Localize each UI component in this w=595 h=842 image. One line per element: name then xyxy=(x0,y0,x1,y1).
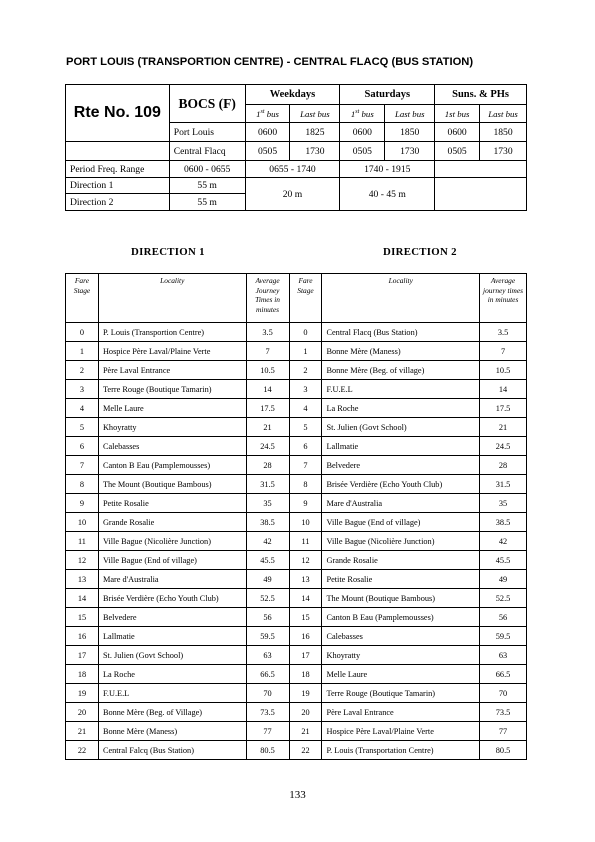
locality-cell: F.U.E.L xyxy=(322,380,480,399)
fare-stage-cell: 18 xyxy=(66,665,99,684)
empty-cell xyxy=(435,161,527,178)
locality-cell: Père Laval Entrance xyxy=(322,703,480,722)
fare-stage-cell: 22 xyxy=(66,741,99,760)
journey-time-cell: 59.5 xyxy=(246,627,289,646)
journey-time-cell: 21 xyxy=(246,418,289,437)
locality-cell: Hospice Père Laval/Plaine Verte xyxy=(322,722,480,741)
empty-cell xyxy=(435,178,527,211)
table-row xyxy=(66,418,527,437)
locality-cell: Khoyratty xyxy=(98,418,246,437)
fare-stage-body xyxy=(66,323,527,760)
journey-time-cell: 10.5 xyxy=(480,361,527,380)
journey-time-cell: 21 xyxy=(480,418,527,437)
table-row xyxy=(66,684,527,703)
locality-header: Locality xyxy=(98,274,246,323)
time-cell: 1825 xyxy=(290,123,340,142)
time-cell: 1850 xyxy=(385,123,435,142)
table-row xyxy=(66,646,527,665)
table-row xyxy=(66,570,527,589)
locality-cell: Canton B Eau (Pamplemousses) xyxy=(98,456,246,475)
table-row xyxy=(66,608,527,627)
fare-stage-cell: 8 xyxy=(66,475,99,494)
journey-time-cell: 31.5 xyxy=(480,475,527,494)
table-row xyxy=(66,323,527,342)
locality-cell: Melle Laure xyxy=(322,665,480,684)
journey-time-cell: 63 xyxy=(246,646,289,665)
fare-stage-cell: 3 xyxy=(289,380,322,399)
journey-time-cell: 24.5 xyxy=(246,437,289,456)
journey-time-cell: 49 xyxy=(246,570,289,589)
freq-mid: 20 m xyxy=(245,178,340,211)
page-title: PORT LOUIS (TRANSPORTION CENTRE) - CENTRAL FLACQ (BUS STATION) xyxy=(66,56,474,68)
last-bus-header: Last bus xyxy=(290,105,340,123)
fare-stage-cell: 7 xyxy=(66,456,99,475)
time-cell: 1730 xyxy=(480,142,527,161)
direction-freq: 55 m xyxy=(169,194,245,211)
fare-stage-header: Fare Stage xyxy=(289,274,322,323)
first-bus-header: 1st bus xyxy=(340,105,385,123)
freq-late: 40 - 45 m xyxy=(340,178,435,211)
fare-stage-cell: 16 xyxy=(66,627,99,646)
journey-time-cell: 80.5 xyxy=(246,741,289,760)
fare-stage-cell: 10 xyxy=(289,513,322,532)
journey-time-cell: 66.5 xyxy=(246,665,289,684)
fare-stage-cell: 7 xyxy=(289,456,322,475)
locality-cell: Grande Rosalie xyxy=(322,551,480,570)
table-row xyxy=(66,703,527,722)
locality-cell: Central Falcq (Bus Station) xyxy=(98,741,246,760)
time-cell: 0505 xyxy=(245,142,290,161)
table-row xyxy=(66,494,527,513)
table-row xyxy=(66,437,527,456)
journey-time-cell: 70 xyxy=(246,684,289,703)
fare-stage-cell: 19 xyxy=(289,684,322,703)
fare-stage-cell: 0 xyxy=(289,323,322,342)
fare-stage-cell: 5 xyxy=(66,418,99,437)
fare-stage-cell: 1 xyxy=(66,342,99,361)
time-cell: 0600 xyxy=(340,123,385,142)
journey-time-cell: 7 xyxy=(246,342,289,361)
journey-time-cell: 49 xyxy=(480,570,527,589)
journey-time-cell: 3.5 xyxy=(480,323,527,342)
fare-stage-header: Fare Stage xyxy=(66,274,99,323)
locality-cell: Petite Rosalie xyxy=(98,494,246,513)
group-saturdays: Saturdays xyxy=(340,85,435,105)
locality-header: Locality xyxy=(322,274,480,323)
journey-time-header: Average Journey Times in minutes xyxy=(246,274,289,323)
direction-label: Direction 2 xyxy=(66,194,170,211)
table-row xyxy=(66,551,527,570)
fare-stage-cell: 4 xyxy=(289,399,322,418)
journey-time-cell: 7 xyxy=(480,342,527,361)
fare-stage-cell: 20 xyxy=(289,703,322,722)
journey-time-cell: 10.5 xyxy=(246,361,289,380)
locality-cell: Calebasses xyxy=(322,627,480,646)
locality-cell: Lallmatie xyxy=(322,437,480,456)
locality-cell: Mare d'Australia xyxy=(322,494,480,513)
locality-cell: Ville Bague (End of village) xyxy=(98,551,246,570)
fare-stage-cell: 8 xyxy=(289,475,322,494)
fare-stage-cell: 16 xyxy=(289,627,322,646)
journey-time-cell: 17.5 xyxy=(246,399,289,418)
locality-cell: Lallmatie xyxy=(98,627,246,646)
journey-time-cell: 56 xyxy=(480,608,527,627)
fare-stage-cell: 11 xyxy=(66,532,99,551)
empty-cell xyxy=(66,142,170,161)
table-row xyxy=(66,361,527,380)
locality-cell: Mare d'Australia xyxy=(98,570,246,589)
time-cell: 0600 xyxy=(245,123,290,142)
fare-stage-cell: 0 xyxy=(66,323,99,342)
fare-stage-table xyxy=(65,273,527,760)
locality-cell: Ville Bague (End of village) xyxy=(322,513,480,532)
fare-stage-cell: 12 xyxy=(289,551,322,570)
fare-stage-cell: 2 xyxy=(289,361,322,380)
time-cell: 0600 xyxy=(435,123,480,142)
fare-stage-cell: 12 xyxy=(66,551,99,570)
journey-time-cell: 80.5 xyxy=(480,741,527,760)
locality-cell: La Roche xyxy=(322,399,480,418)
locality-cell: Bonne Mère (Maness) xyxy=(322,342,480,361)
first-bus-header: 1st bus xyxy=(435,105,480,123)
route-summary-table xyxy=(65,84,527,211)
origin-place: Port Louis xyxy=(169,123,245,142)
fare-stage-cell: 17 xyxy=(66,646,99,665)
journey-time-cell: 77 xyxy=(480,722,527,741)
time-cell: 0505 xyxy=(340,142,385,161)
locality-cell: Central Flacq (Bus Station) xyxy=(322,323,480,342)
journey-time-cell: 52.5 xyxy=(480,589,527,608)
fare-stage-cell: 17 xyxy=(289,646,322,665)
time-cell: 1850 xyxy=(480,123,527,142)
journey-time-cell: 35 xyxy=(480,494,527,513)
fare-stage-cell: 14 xyxy=(289,589,322,608)
table-row xyxy=(66,589,527,608)
fare-stage-cell: 3 xyxy=(66,380,99,399)
locality-cell: Petite Rosalie xyxy=(322,570,480,589)
table-row xyxy=(66,741,527,760)
journey-time-cell: 66.5 xyxy=(480,665,527,684)
period-label: Period Freq. Range xyxy=(66,161,170,178)
fare-stage-cell: 21 xyxy=(66,722,99,741)
fare-stage-cell: 6 xyxy=(66,437,99,456)
locality-cell: Belvedere xyxy=(98,608,246,627)
fare-stage-cell: 9 xyxy=(66,494,99,513)
locality-cell: Calebasses xyxy=(98,437,246,456)
locality-cell: Grande Rosalie xyxy=(98,513,246,532)
period-range: 0600 - 0655 xyxy=(169,161,245,178)
locality-cell: Terre Rouge (Boutique Tamarin) xyxy=(98,380,246,399)
locality-cell: Brisée Verdière (Echo Youth Club) xyxy=(98,589,246,608)
fare-stage-cell: 14 xyxy=(66,589,99,608)
group-weekdays: Weekdays xyxy=(245,85,340,105)
journey-time-cell: 59.5 xyxy=(480,627,527,646)
fare-stage-cell: 1 xyxy=(289,342,322,361)
locality-cell: Khoyratty xyxy=(322,646,480,665)
journey-time-cell: 73.5 xyxy=(480,703,527,722)
time-cell: 1730 xyxy=(385,142,435,161)
journey-time-cell: 63 xyxy=(480,646,527,665)
journey-time-cell: 42 xyxy=(480,532,527,551)
fare-stage-cell: 15 xyxy=(66,608,99,627)
fare-stage-cell: 20 xyxy=(66,703,99,722)
journey-time-cell: 14 xyxy=(246,380,289,399)
last-bus-header: Last bus xyxy=(480,105,527,123)
locality-cell: P. Louis (Transportation Centre) xyxy=(322,741,480,760)
table-row xyxy=(66,665,527,684)
table-row xyxy=(66,342,527,361)
locality-cell: Brisée Verdière (Echo Youth Club) xyxy=(322,475,480,494)
operator-name: BOCS (F) xyxy=(169,85,245,123)
journey-time-cell: 3.5 xyxy=(246,323,289,342)
direction-1-title: DIRECTION 1 xyxy=(131,246,205,258)
fare-stage-cell: 9 xyxy=(289,494,322,513)
locality-cell: Ville Bague (Nicolière Junction) xyxy=(98,532,246,551)
fare-stage-cell: 22 xyxy=(289,741,322,760)
locality-cell: F.U.E.L xyxy=(98,684,246,703)
table-row xyxy=(66,475,527,494)
table-row xyxy=(66,513,527,532)
journey-time-cell: 73.5 xyxy=(246,703,289,722)
locality-cell: Belvedere xyxy=(322,456,480,475)
fare-stage-cell: 2 xyxy=(66,361,99,380)
journey-time-cell: 38.5 xyxy=(480,513,527,532)
fare-stage-cell: 13 xyxy=(289,570,322,589)
page-number: 133 xyxy=(289,789,306,801)
journey-time-cell: 17.5 xyxy=(480,399,527,418)
journey-time-cell: 45.5 xyxy=(246,551,289,570)
locality-cell: Terre Rouge (Boutique Tamarin) xyxy=(322,684,480,703)
fare-stage-cell: 10 xyxy=(66,513,99,532)
direction-2-title: DIRECTION 2 xyxy=(383,246,457,258)
period-range: 1740 - 1915 xyxy=(340,161,435,178)
fare-stage-cell: 6 xyxy=(289,437,322,456)
fare-stage-cell: 18 xyxy=(289,665,322,684)
fare-stage-cell: 5 xyxy=(289,418,322,437)
table-row xyxy=(66,380,527,399)
fare-stage-cell: 11 xyxy=(289,532,322,551)
locality-cell: St. Julien (Govt School) xyxy=(322,418,480,437)
locality-cell: The Mount (Boutique Bambous) xyxy=(98,475,246,494)
origin-place: Central Flacq xyxy=(169,142,245,161)
table-row xyxy=(66,399,527,418)
locality-cell: Bonne Mère (Beg. of village) xyxy=(322,361,480,380)
locality-cell: Canton B Eau (Pamplemousses) xyxy=(322,608,480,627)
period-range: 0655 - 1740 xyxy=(245,161,340,178)
journey-time-cell: 28 xyxy=(246,456,289,475)
fare-stage-cell: 13 xyxy=(66,570,99,589)
locality-cell: Hospice Père Laval/Plaine Verte xyxy=(98,342,246,361)
locality-cell: La Roche xyxy=(98,665,246,684)
fare-stage-cell: 21 xyxy=(289,722,322,741)
locality-cell: Père Laval Entrance xyxy=(98,361,246,380)
fare-stage-cell: 15 xyxy=(289,608,322,627)
journey-time-cell: 52.5 xyxy=(246,589,289,608)
journey-time-cell: 42 xyxy=(246,532,289,551)
locality-cell: Bonne Mère (Beg. of Village) xyxy=(98,703,246,722)
locality-cell: Melle Laure xyxy=(98,399,246,418)
table-row xyxy=(66,722,527,741)
table-row xyxy=(66,627,527,646)
journey-time-cell: 77 xyxy=(246,722,289,741)
fare-stage-cell: 19 xyxy=(66,684,99,703)
group-sundays: Suns. & PHs xyxy=(435,85,527,105)
locality-cell: P. Louis (Transportion Centre) xyxy=(98,323,246,342)
locality-cell: St. Julien (Govt School) xyxy=(98,646,246,665)
journey-time-cell: 14 xyxy=(480,380,527,399)
fare-stage-cell: 4 xyxy=(66,399,99,418)
time-cell: 0505 xyxy=(435,142,480,161)
journey-time-header: Average journey times in minutes xyxy=(480,274,527,323)
direction-label: Direction 1 xyxy=(66,178,170,194)
journey-time-cell: 70 xyxy=(480,684,527,703)
locality-cell: Bonne Mère (Maness) xyxy=(98,722,246,741)
journey-time-cell: 28 xyxy=(480,456,527,475)
journey-time-cell: 35 xyxy=(246,494,289,513)
first-bus-header: 1st bus xyxy=(245,105,290,123)
table-row xyxy=(66,456,527,475)
last-bus-header: Last bus xyxy=(385,105,435,123)
route-number: Rte No. 109 xyxy=(66,85,170,142)
journey-time-cell: 45.5 xyxy=(480,551,527,570)
direction-freq: 55 m xyxy=(169,178,245,194)
journey-time-cell: 24.5 xyxy=(480,437,527,456)
table-row xyxy=(66,532,527,551)
journey-time-cell: 56 xyxy=(246,608,289,627)
time-cell: 1730 xyxy=(290,142,340,161)
journey-time-cell: 38.5 xyxy=(246,513,289,532)
locality-cell: The Mount (Boutique Bambous) xyxy=(322,589,480,608)
locality-cell: Ville Bague (Nicolière Junction) xyxy=(322,532,480,551)
journey-time-cell: 31.5 xyxy=(246,475,289,494)
